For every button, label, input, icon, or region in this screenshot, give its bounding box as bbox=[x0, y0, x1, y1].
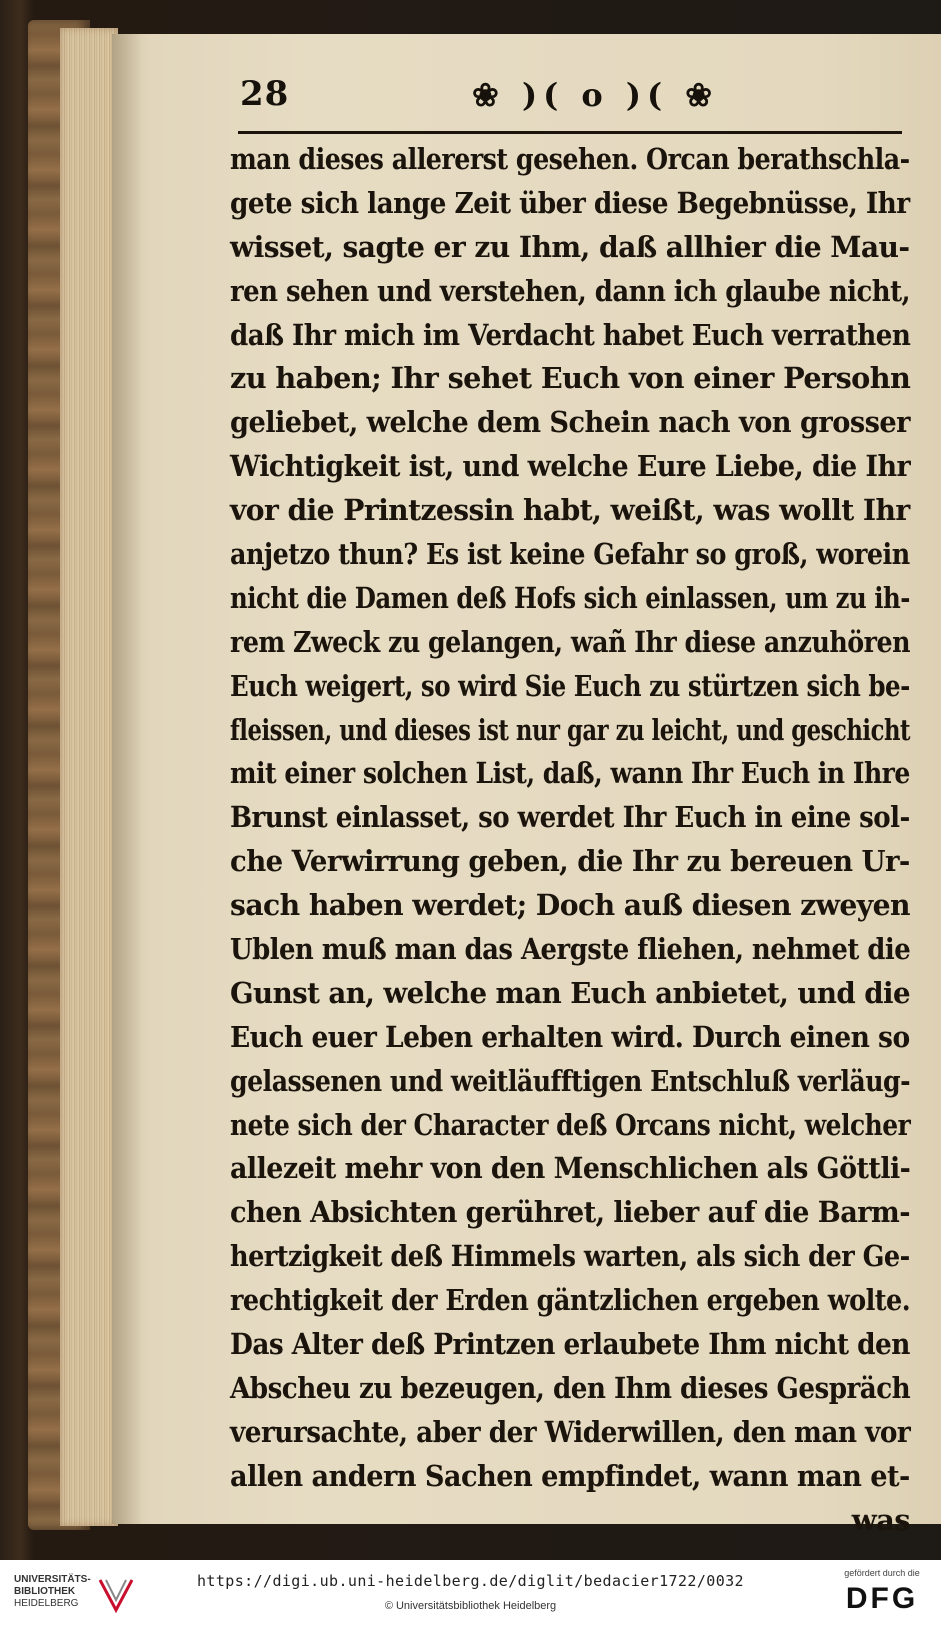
logo-line: UNIVERSITÄTS- bbox=[14, 1574, 91, 1585]
text-line: hertzigkeit deß Himmels warten, als sich der Ge- bbox=[230, 1239, 910, 1274]
text-line: sach haben werdet; Doch auß diesen zweyen bbox=[230, 888, 910, 923]
text-line: daß Ihr mich im Verdacht habet Euch verrathen bbox=[230, 317, 911, 352]
dfg-funding-logo[interactable] bbox=[832, 1568, 932, 1626]
text-line: rechtigkeit der Erden gäntzlichen ergeben wolte. bbox=[230, 1283, 911, 1318]
text-line: chen Absichten gerühret, lieber auf die Barm- bbox=[230, 1195, 910, 1230]
text-line: Abscheu zu bezeugen, den Ihm dieses Gespräch bbox=[230, 1370, 911, 1405]
copyright-notice: © Universitätsbibliothek Heidelberg bbox=[384, 1600, 557, 1612]
header-ornament: ❀ )( o )( ❀ bbox=[472, 76, 719, 114]
text-line: Gunst an, welche man Euch anbietet, und die bbox=[230, 975, 910, 1010]
logo-line: HEIDELBERG bbox=[14, 1598, 79, 1609]
text-line: mit einer solchen List, daß, wann Ihr Euch in Ihre bbox=[230, 756, 910, 791]
funder-caption: gefördert durch die bbox=[844, 1568, 920, 1578]
text-line: nete sich der Character deß Orcans nicht, welcher bbox=[230, 1107, 911, 1142]
page-text bbox=[230, 138, 910, 1543]
logo-line: BIBLIOTHEK bbox=[14, 1586, 76, 1597]
page-header bbox=[240, 74, 900, 126]
text-line: vor die Printzessin habt, weißt, was wollt Ihr bbox=[230, 493, 910, 528]
text-line: gete sich lange Zeit über diese Begebnüsse, Ihr bbox=[230, 185, 910, 220]
viewer-footer bbox=[0, 1560, 941, 1630]
page-edges bbox=[60, 28, 118, 1526]
permalink-url[interactable]: https://digi.ub.uni-heidelberg.de/diglit/bedacier1722/0032 bbox=[197, 1572, 744, 1590]
text-line: rem Zweck zu gelangen, wañ Ihr diese anzuhören bbox=[230, 624, 910, 659]
text-line: geliebet, welche dem Schein nach von grosser bbox=[230, 405, 910, 440]
text-line: anjetzo thun? Es ist keine Gefahr so groß, worein bbox=[230, 537, 910, 572]
text-line: Wichtigkeit ist, und welche Eure Liebe, die Ihr bbox=[230, 449, 911, 484]
header-rule bbox=[238, 131, 902, 134]
catchword: was bbox=[851, 1502, 910, 1537]
text-line: Euch weigert, so wird Sie Euch zu stürtzen sich be- bbox=[230, 668, 910, 703]
text-line: che Verwirrung geben, die Ihr zu bereuen Ur- bbox=[230, 844, 910, 879]
dfg-logo: DFG bbox=[845, 1582, 919, 1615]
text-line: zu haben; Ihr sehet Euch von einer Persohn bbox=[230, 361, 911, 396]
page-number: 28 bbox=[240, 74, 290, 114]
text-line: allen andern Sachen empfindet, wann man et- bbox=[230, 1458, 910, 1493]
text-line: ren sehen und verstehen, dann ich glaube nicht, bbox=[230, 273, 911, 308]
text-line: Das Alter deß Printzen erlaubete Ihm nicht den bbox=[230, 1327, 910, 1362]
text-line: nicht die Damen deß Hofs sich einlassen, um zu ih- bbox=[230, 580, 910, 615]
text-line: Ublen muß man das Aergste fliehen, nehmet die bbox=[230, 932, 911, 967]
text-line: Euch euer Leben erhalten wird. Durch einen so bbox=[230, 1019, 910, 1054]
text-line: verursachte, aber der Widerwillen, den man vor bbox=[230, 1414, 911, 1449]
text-line: allezeit mehr von den Menschlichen als Göttli- bbox=[230, 1151, 911, 1186]
text-line: fleissen, und dieses ist nur gar zu leicht, und geschicht bbox=[230, 712, 911, 747]
text-line: man dieses allererst gesehen. Orcan berathschla- bbox=[230, 142, 910, 176]
text-line: wisset, sagte er zu Ihm, daß allhier die Mau- bbox=[230, 229, 910, 264]
text-line: Brunst einlasset, so werdet Ihr Euch in eine sol- bbox=[230, 800, 910, 835]
text-line: gelassenen und weitläufftigen Entschluß verläug- bbox=[230, 1063, 911, 1098]
